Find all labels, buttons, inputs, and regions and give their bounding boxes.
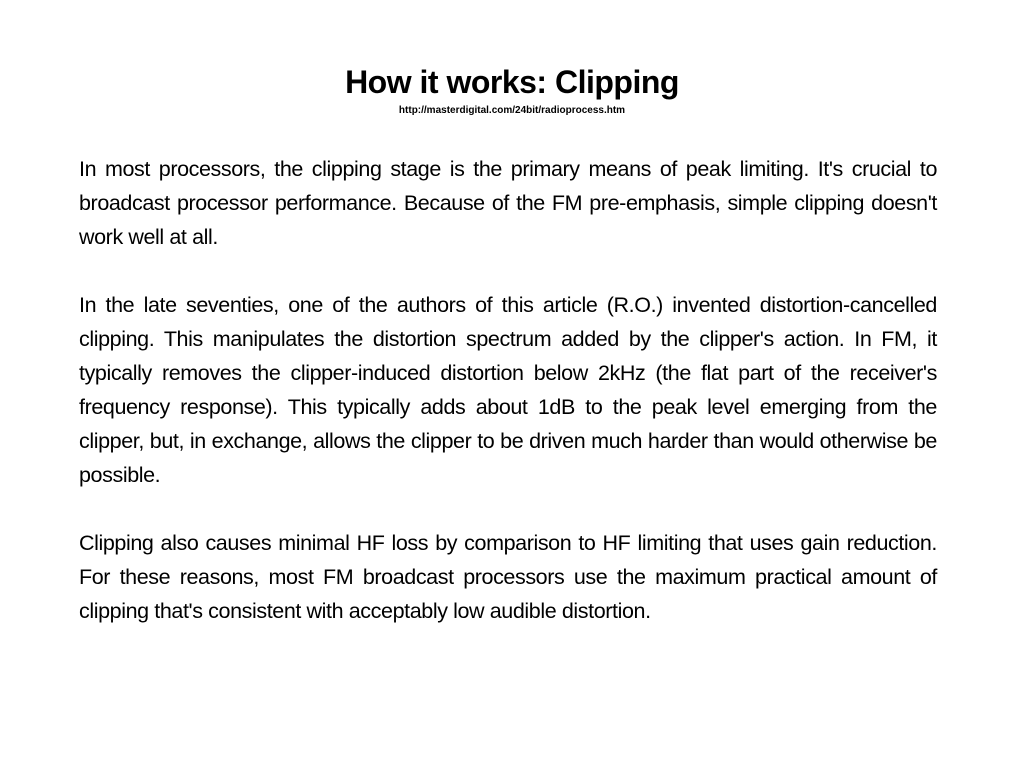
paragraph-2: In the late seventies, one of the authors of this article (R.O.) invented distortion-cancelled clipping. This manipulates the distortion spectrum added by the clipper's action. In FM, it typically removes the clipper-induced distortion below 2kHz (the flat part of the receiver's frequency response). This typically adds about 1dB to the peak level emerging from the clipper, but, in exchange, allows the clipper to be driven much harder than would otherwise be possible.	[79, 293, 937, 487]
slide-body	[79, 152, 937, 628]
source-url: http://masterdigital.com/24bit/radioprocess.htm	[398, 105, 626, 116]
paragraph-3: Clipping also causes minimal HF loss by comparison to HF limiting that uses gain reduction. For these reasons, most FM broadcast processors use the maximum practical amount of clipping that's consistent with acceptably low audible distortion.	[79, 531, 937, 623]
paragraph-1: In most processors, the clipping stage is the primary means of peak limiting. It's crucial to broadcast processor performance. Because of the FM pre-emphasis, simple clipping doesn't work well at all.	[79, 157, 937, 249]
slide-title: How it works: Clipping	[345, 64, 679, 100]
